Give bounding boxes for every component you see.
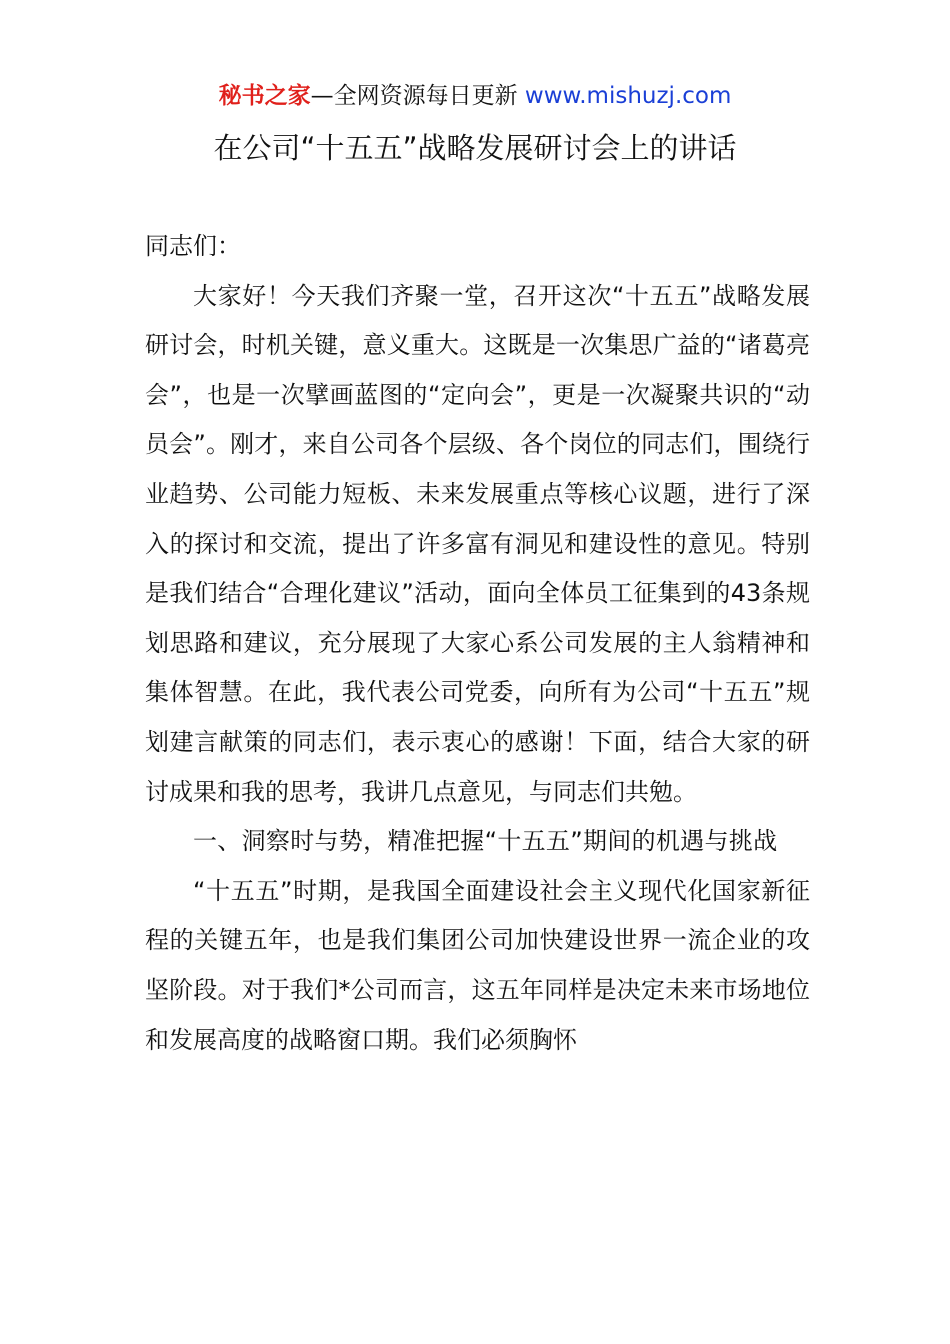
document-body	[145, 222, 810, 1065]
site-url-link[interactable]: www.mishuzj.com	[524, 83, 732, 109]
paragraph-opening: 大家好！今天我们齐聚一堂，召开这次“十五五”战略发展研讨会，时机关键，意义重大。这既是一次集思广益的“诸葛亮会”，也是一次擘画蓝图的“定向会”，更是一次凝聚共识的“动员会”。刚才，来自公司各个层级、各个岗位的同志们，围绕行业趋势、公司能力短板、未来发展重点等核心议题，进行了深入的探讨和交流，提出了许多富有洞见和建设性的意见。特别是我们结合“合理化建议”活动，面向全体员工征集到的43条规划思路和建议，充分展现了大家心系公司发展的主人翁精神和集体智慧。在此，我代表公司党委，向所有为公司“十五五”规划建言献策的同志们，表示衷心的感谢！下面，结合大家的研讨成果和我的思考，我讲几点意见，与同志们共勉。	[145, 281, 810, 806]
paragraph-section-1: “十五五”时期，是我国全面建设社会主义现代化国家新征程的关键五年，也是我们集团公司加快建设世界一流企业的攻坚阶段。对于我们*公司而言，这五年同样是决定未来市场地位和发展高度的战略窗口期。我们必须胸怀	[145, 876, 810, 1054]
site-header	[0, 80, 950, 112]
section-heading-1: 一、洞察时与势，精准把握“十五五”期间的机遇与挑战	[193, 827, 778, 856]
salutation: 同志们：	[145, 232, 241, 260]
site-tagline: —全网资源每日更新	[310, 83, 525, 109]
document-title: 在公司“十五五”战略发展研讨会上的讲话	[213, 131, 737, 165]
site-brand: 秘书之家	[218, 83, 311, 109]
